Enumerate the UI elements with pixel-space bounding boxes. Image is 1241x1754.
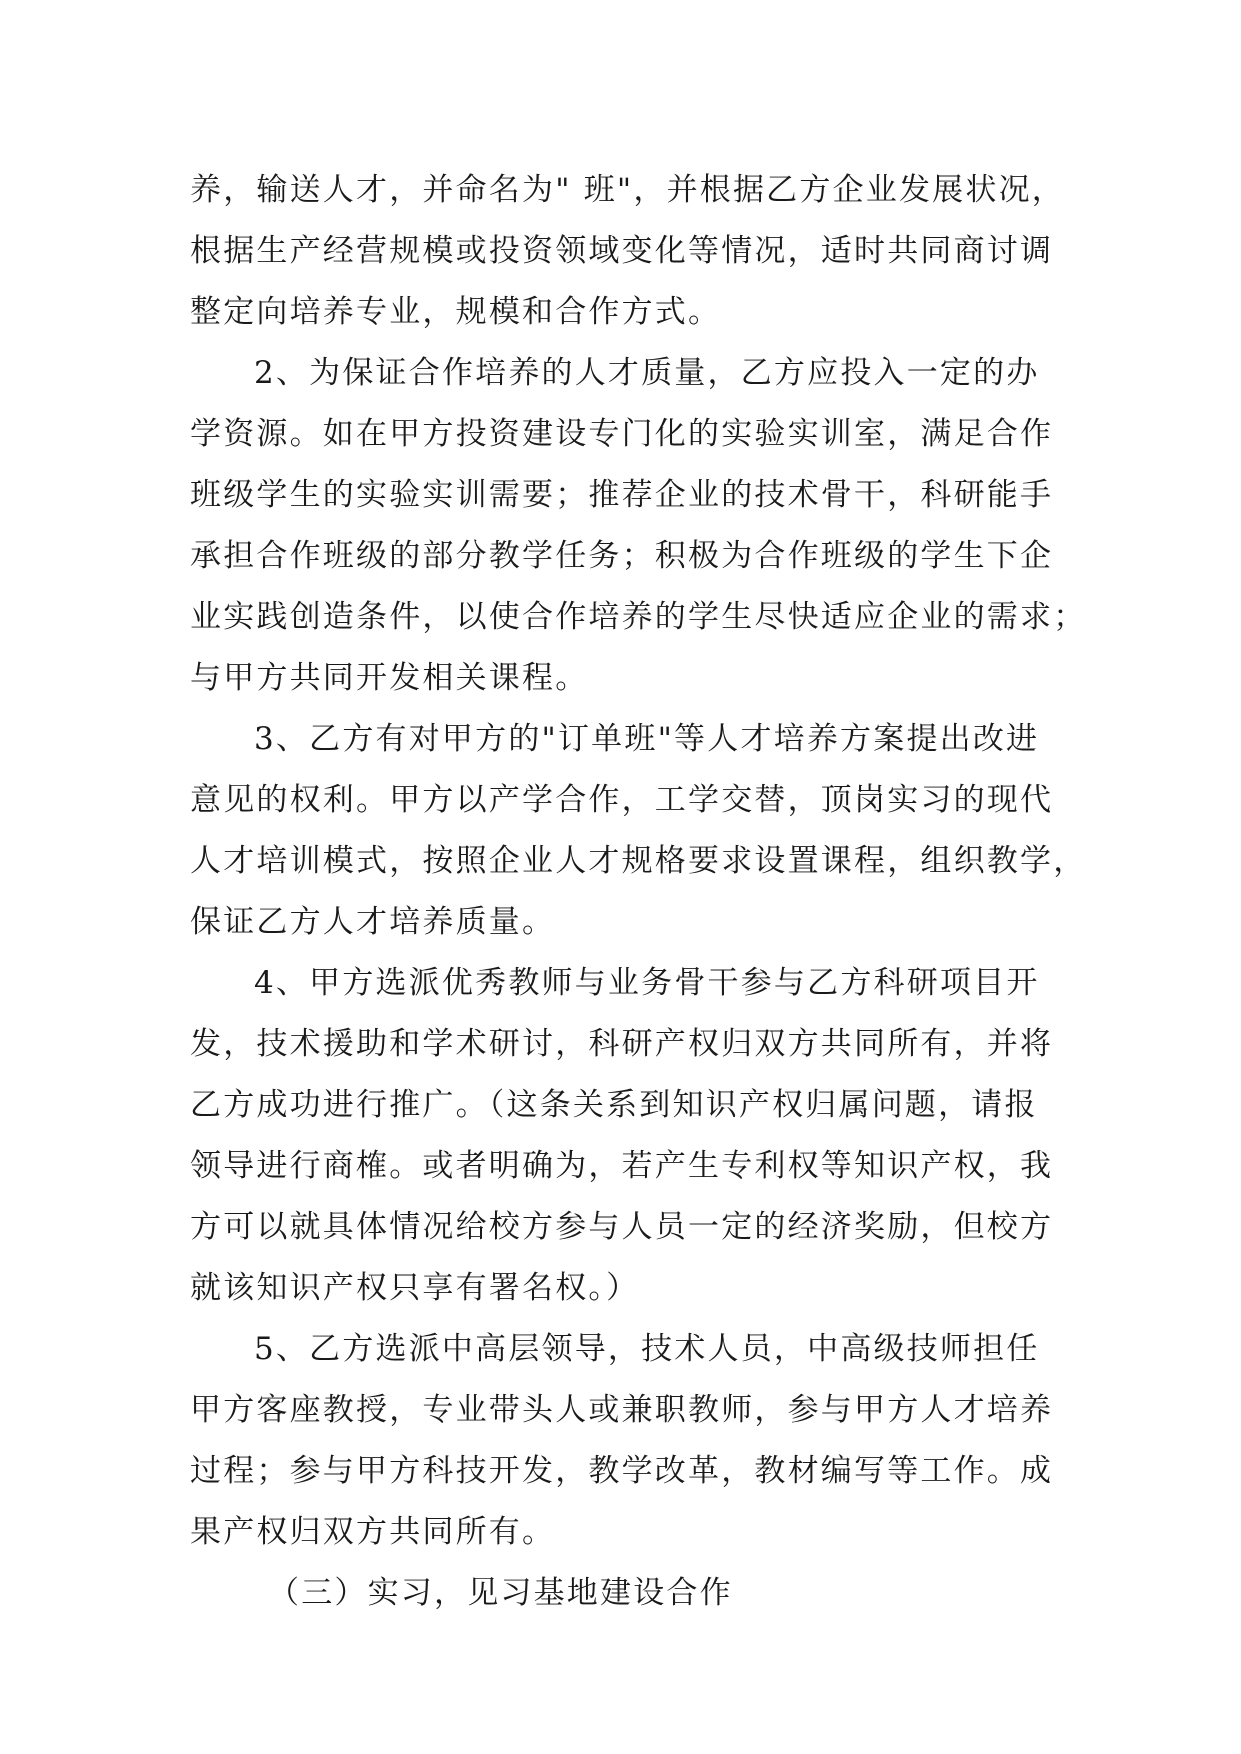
text-line: 学资源。如在甲方投资建设专门化的实验实训室，满足合作 [190, 416, 1054, 452]
text-line: 过程；参与甲方科技开发，教学改革，教材编写等工作。成 [190, 1453, 1054, 1489]
text-line: 承担合作班级的部分教学任务；积极为合作班级的学生下企 [190, 538, 1054, 574]
text-line: 领导进行商榷。或者明确为，若产生专利权等知识产权，我 [190, 1148, 1054, 1184]
text-line: 班级学生的实验实训需要；推荐企业的技术骨干，科研能手 [190, 477, 1054, 513]
section-heading: （三）实习，见习基地建设合作 [268, 1575, 733, 1611]
text-line: 方可以就具体情况给校方参与人员一定的经济奖励，但校方 [190, 1209, 1054, 1245]
text-line: 意见的权利。甲方以产学合作，工学交替，顶岗实习的现代 [190, 782, 1054, 818]
text-line: 乙方成功进行推广。（这条关系到知识产权归属问题，请报 [190, 1087, 1038, 1123]
document-body [190, 160, 1087, 1624]
text-line: 就该知识产权只享有署名权。） [190, 1270, 640, 1306]
text-line: 甲方客座教授，专业带头人或兼职教师，参与甲方人才培养 [190, 1392, 1054, 1428]
paragraph-start-line: 3、乙方有对甲方的"订单班"等人才培养方案提出改进 [254, 721, 1040, 757]
text-line: 果产权归双方共同所有。 [190, 1514, 556, 1550]
paragraph-start-line: 4、甲方选派优秀教师与业务骨干参与乙方科研项目开 [254, 965, 1040, 1001]
text-line: 发，技术援助和学术研讨，科研产权归双方共同所有，并将 [190, 1026, 1054, 1062]
text-line: 人才培训模式，按照企业人才规格要求设置课程，组织教学， [190, 843, 1087, 879]
paragraph-start-line: 2、为保证合作培养的人才质量，乙方应投入一定的办 [254, 355, 1040, 391]
text-line: 根据生产经营规模或投资领域变化等情况，适时共同商讨调 [190, 233, 1054, 269]
text-line: 与甲方共同开发相关课程。 [190, 660, 589, 696]
text-line: 保证乙方人才培养质量。 [190, 904, 556, 940]
paragraph-start-line: 5、乙方选派中高层领导，技术人员，中高级技师担任 [254, 1331, 1040, 1367]
text-line: 整定向培养专业，规模和合作方式。 [190, 294, 722, 330]
text-line: 养，输送人才，并命名为" 班"，并根据乙方企业发展状况， [190, 172, 1065, 208]
text-line: 业实践创造条件，以使合作培养的学生尽快适应企业的需求； [190, 599, 1087, 635]
